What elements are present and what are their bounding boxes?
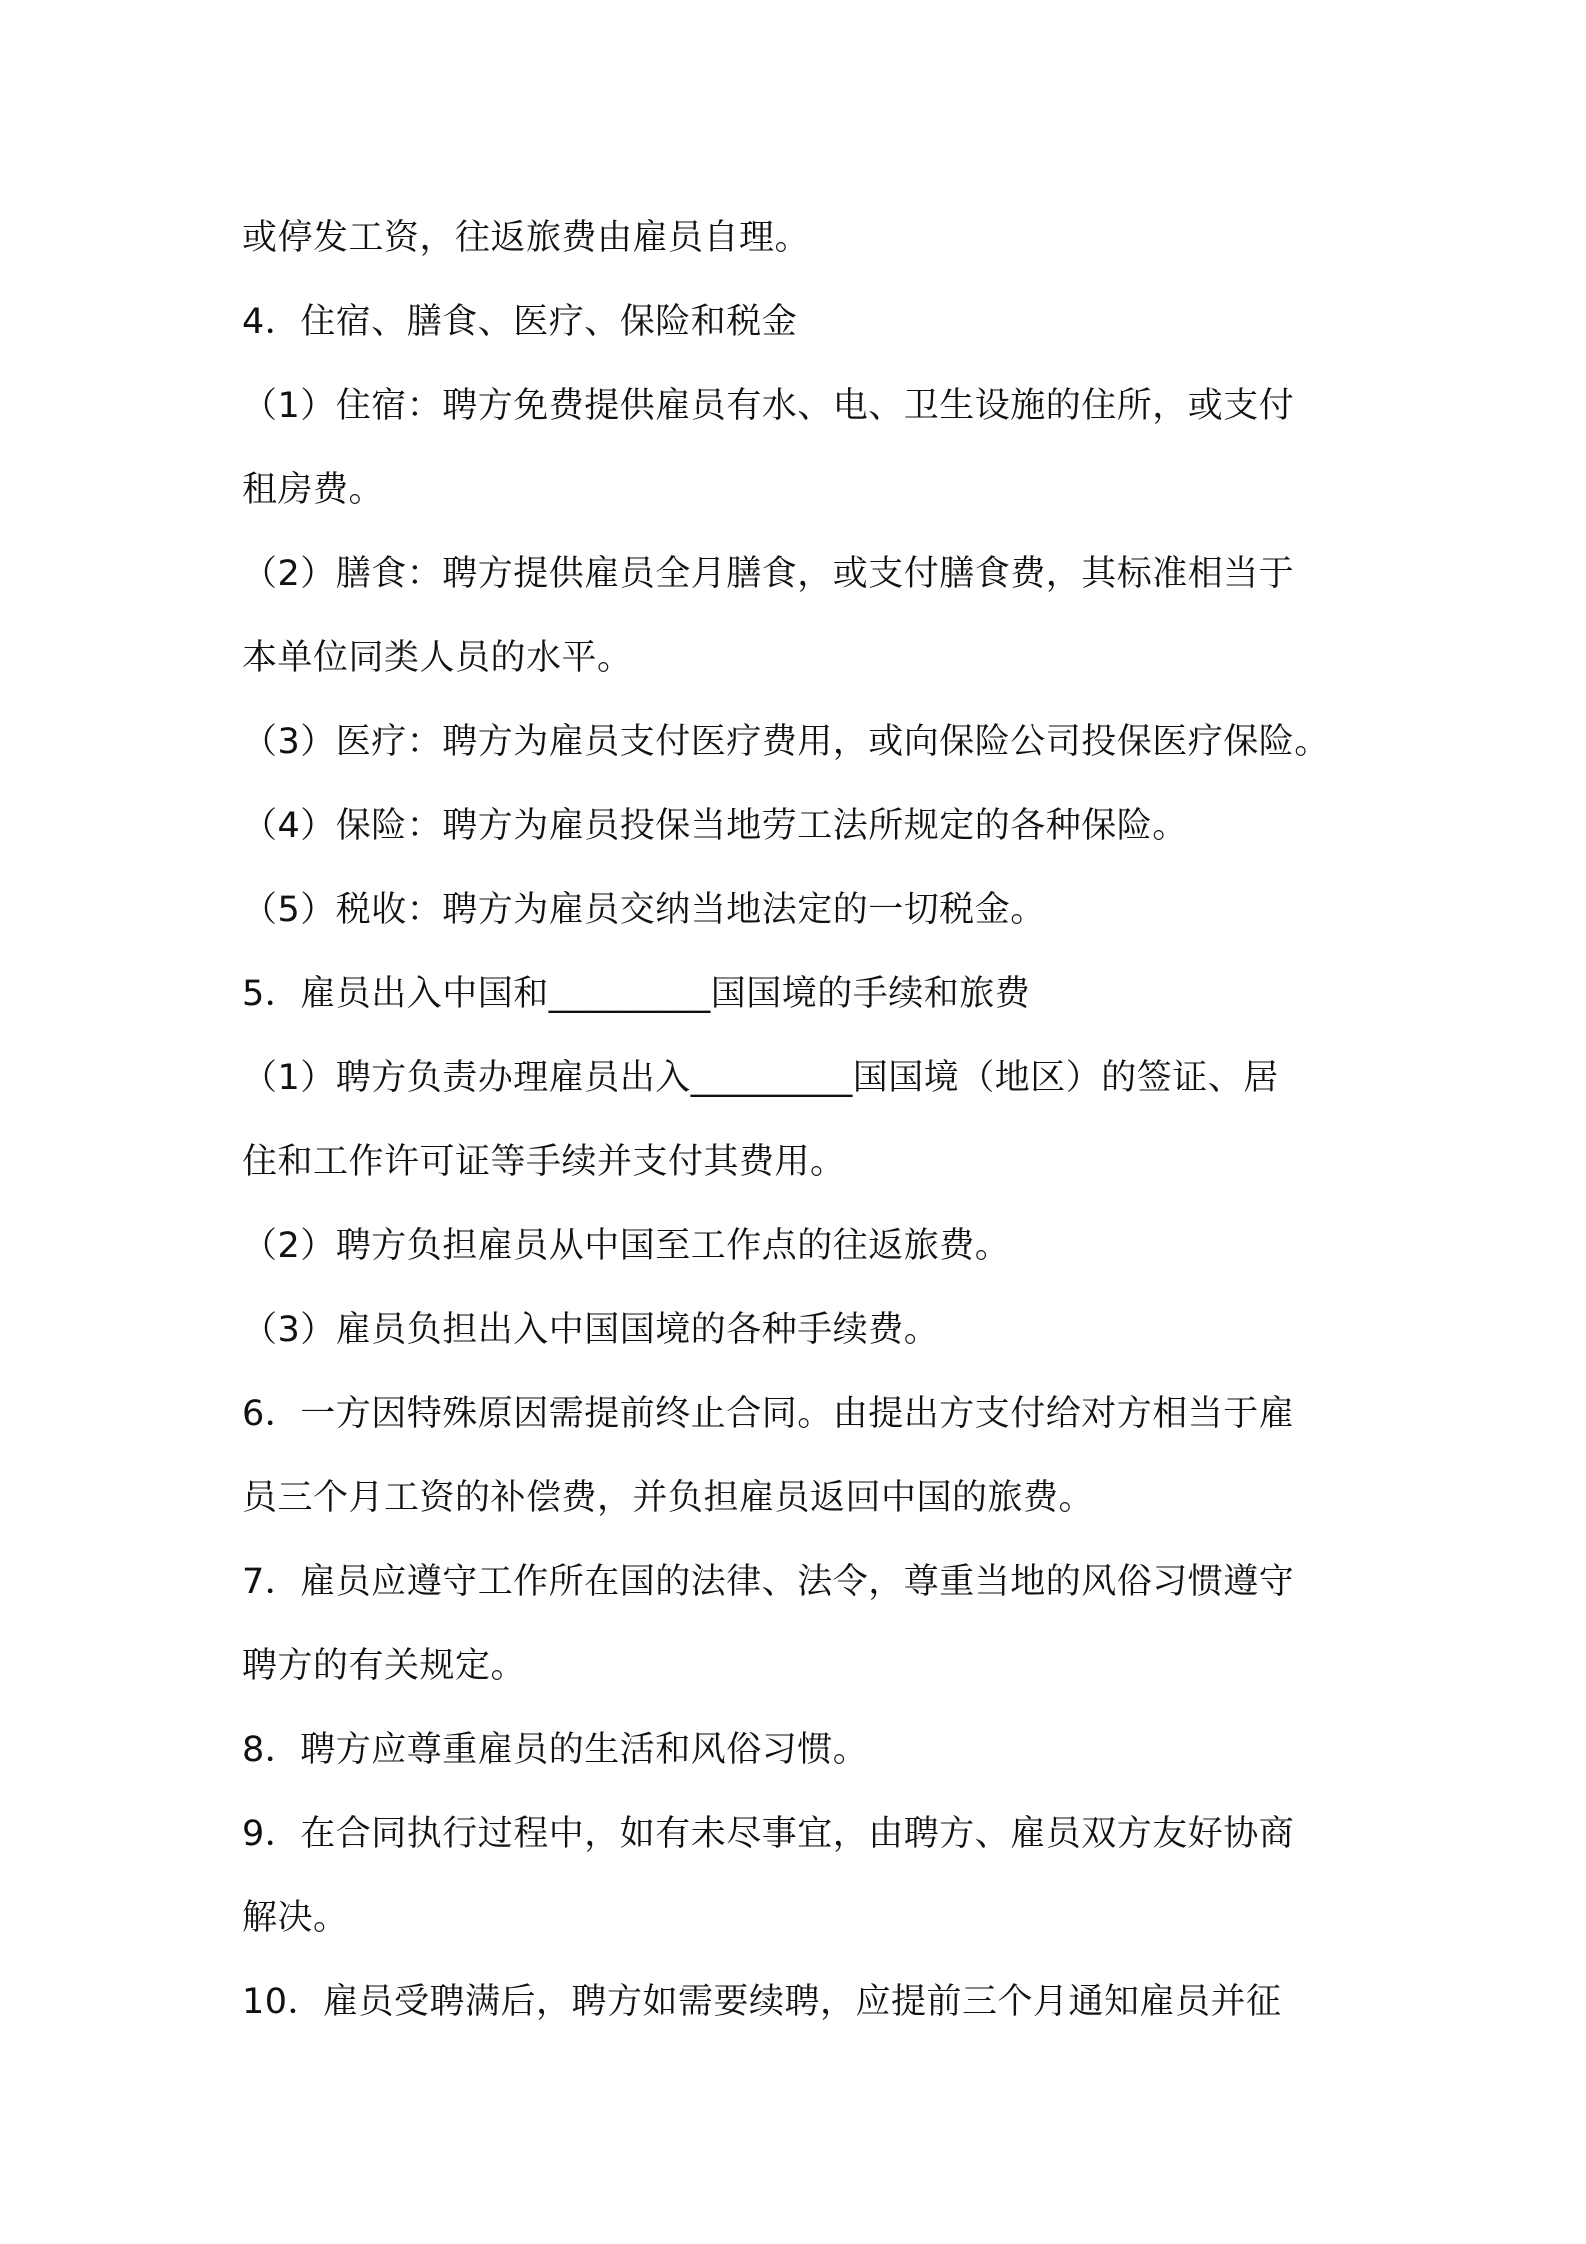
text-line: 租房费。 bbox=[242, 470, 385, 510]
section-heading: 8．聘方应尊重雇员的生活和风俗习惯。 bbox=[242, 1730, 869, 1770]
text-line: （3）雇员负担出入中国国境的各种手续费。 bbox=[242, 1310, 940, 1350]
text-line: （1）聘方负责办理雇员出入_________国国境（地区）的签证、居 bbox=[242, 1058, 1279, 1098]
text-line: （1）住宿：聘方免费提供雇员有水、电、卫生设施的住所，或支付 bbox=[242, 386, 1295, 426]
text-line: （5）税收：聘方为雇员交纳当地法定的一切税金。 bbox=[242, 890, 1046, 930]
text-line: 住和工作许可证等手续并支付其费用。 bbox=[242, 1142, 846, 1182]
text-line: 本单位同类人员的水平。 bbox=[242, 638, 633, 678]
document-body bbox=[242, 196, 1392, 2044]
section-heading: 10．雇员受聘满后，聘方如需要续聘，应提前三个月通知雇员并征 bbox=[242, 1982, 1282, 2022]
text-line: 解决。 bbox=[242, 1898, 349, 1938]
text-line: （2）聘方负担雇员从中国至工作点的往返旅费。 bbox=[242, 1226, 1011, 1266]
text-line: 聘方的有关规定。 bbox=[242, 1646, 527, 1686]
text-line: （3）医疗：聘方为雇员支付医疗费用，或向保险公司投保医疗保险。 bbox=[242, 722, 1330, 762]
text-line: （2）膳食：聘方提供雇员全月膳食，或支付膳食费，其标准相当于 bbox=[242, 554, 1295, 594]
section-heading: 4．住宿、膳食、医疗、保险和税金 bbox=[242, 302, 798, 342]
section-heading: 6．一方因特殊原因需提前终止合同。由提出方支付给对方相当于雇 bbox=[242, 1394, 1295, 1434]
text-line: 或停发工资，往返旅费由雇员自理。 bbox=[242, 218, 811, 258]
text-line: （4）保险：聘方为雇员投保当地劳工法所规定的各种保险。 bbox=[242, 806, 1188, 846]
text-line: 员三个月工资的补偿费，并负担雇员返回中国的旅费。 bbox=[242, 1478, 1095, 1518]
section-heading: 5．雇员出入中国和_________国国境的手续和旅费 bbox=[242, 974, 1031, 1014]
section-heading: 7．雇员应遵守工作所在国的法律、法令，尊重当地的风俗习惯遵守 bbox=[242, 1562, 1295, 1602]
section-heading: 9．在合同执行过程中，如有未尽事宜，由聘方、雇员双方友好协商 bbox=[242, 1814, 1295, 1854]
